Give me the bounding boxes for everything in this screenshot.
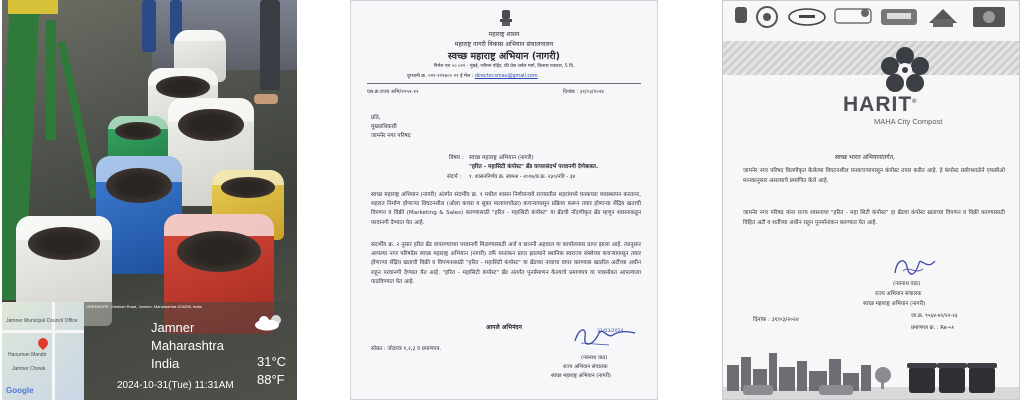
person-leg [260,0,280,90]
official-letter [350,0,658,400]
cert-ref-no: जा.क्र. ९५६४-४२/२२-२३ [911,313,958,319]
cert-signatory: (नवनाथ वाठ) [893,281,921,287]
google-logo: Google [6,386,34,395]
letter-email-link[interactable]: director.smau@gmail.com [474,74,538,79]
letter-address: निर्मल एल ०० ०२१ - मुंबई, नरीमन पॉईंट, फ्री प्रेस जर्नल मार्ग, विलास पत्रकार, 5 वि, [433,64,575,69]
cert-signatory-title-1: राज्य अभियान संचालक [875,291,922,297]
waste-bin-icon [939,367,965,393]
gps-address: GREENOPE, Santosh Road, Jamner, Maharashtra 424206, India [86,304,202,309]
director-signature [569,323,639,351]
cert-paragraph-1: जामनेर नगर परिषद विलगीकृत केलेल्या विघटनशील घनकचऱ्यापासून कंपोस्ट तयार करीत आहे. हे कंपोस्ट प्रयोगशाळेने एफसीओ मानकानुसार असल्याचे प्रमाणित केले आहे. [743,168,1005,184]
letter-signatory: (नवनाथ वाठ) [581,355,608,361]
subject-line-1: स्वच्छ महाराष्ट्र अभियान (नागरी) [469,155,534,161]
reference-text: १. शासननिर्णय क्र. स्वमअ - २०१७/प्र.क्र. २३०/नवि - ३४ [469,174,576,180]
subject-label: विषय : [449,155,464,161]
reference-label: संदर्भ : [447,174,462,180]
photo-timestamp: 2024-10-31(Tue) 11:31AM [117,380,234,391]
ashoka-emblem-icon [499,9,513,27]
location-state: Maharashtra [151,338,224,353]
harit-brand [843,93,918,117]
letter-contact [407,73,538,79]
signature-date: 31/03/2024 [597,329,624,334]
harit-certificate [722,0,1020,400]
letter-paragraph-2: संदर्भीय क्र. २ नुसार हरित ब्रँड वापरण्याच्या परवानगी मिळण्यासाठी अर्ज व छाननी अहवाल या कार्यालयास प्राप्त झाला आहे. त्यानुसार आपल्या नगर परिषदेस स्वच्छ महाराष्ट्र अभियान (नागरी) तर्फे मानांकन प्राप्त झाल्याने स्थानिक स्वराज्य संस्थेच्या कचऱ्यापासून तयार होणाऱ्या सेंद्रिय खताची विक्री व विपणनासाठी "हरित - महासिटी कंपोस्ट" या ब्रँडच्या नावाचा वापर करण्यास खालील अटींच्या अधीन राहून परवानगी देण्यात येत आहे. "हरित - महासिटी कंपोस्ट" ब्रँड अंतर्गत पुनर्प्रमाणन केल्याचे प्रमाणपत्र या पत्रासोबत आपल्याला पाठविण्यात येत आहे. [371,242,641,285]
partly-cloudy-icon [252,313,288,331]
letter-signatory-title-2: स्वच्छ महाराष्ट्र अभियान (नागरी) [551,373,611,379]
person-foot [254,94,278,104]
waste-bin-icon [969,367,995,393]
maharashtra-emblem-icon [735,7,747,23]
registered-mark: ® [912,99,918,105]
municipal-building-icon [929,9,957,27]
waste-bin-icon [909,367,935,393]
letter-to-officer: मुख्याधिकारी [371,124,397,130]
location-city: Jamner [151,320,195,335]
swachh-bharat-icon [789,9,825,25]
cert-intro: स्वच्छ भारत अभियानांतर्गत, [835,154,895,161]
temperature-celsius: 31°C [257,354,287,369]
letter-paragraph-1: स्वच्छ महाराष्ट्र अभियान (नागरी) अंतर्गत संदर्भीय क्र. १ मधील शासन निर्णयान्वये राज्यातील शहरांमध्ये घनकचरा व्यवस्थापन करताना, शहरात निर्माण होणाऱ्या विघटनशील (ओला कचरा व सुका पालापाचोळा) कचऱ्यापासून प्रक्रिया करून तयार होणाऱ्या सेंद्रिय खताची विपणन व विक्री (Marketing & Sales) करण्यासाठी "हरित - महासिटी कंपोस्ट" या ब्रँडची नोंदणीकृत ब्रँड म्हणून शासनाकडून परवानगी देण्यात येत आहे. [371,192,641,226]
harit-flower-icon [879,47,931,93]
letter-mission: स्वच्छ महाराष्ट्र अभियान (नागरी) [448,51,560,62]
award-badge-icon [973,7,1005,27]
letter-closing: आपले अभिनंदन [486,324,522,331]
harit-subtitle: MAHA City Compost [874,117,943,126]
cert-date: दिनांक : ३१/०३/२०२४ [753,317,799,323]
letter-to-label: प्रति, [371,115,381,121]
director-signature [889,253,939,279]
map-label: Hanuman Mandir [8,352,47,358]
letter-phone: दूरध्वनी क्र. ०२२ २२९७०० २१ ई मेल : [407,74,474,79]
letter-to-council: जामनेर नगर परिषद [371,133,411,139]
map-road [52,302,55,400]
cert-signatory-title-2: स्वच्छ महाराष्ट्र अभियान (नागरी) [863,301,926,307]
temperature-fahrenheit: 88°F [257,372,285,387]
letter-gov: महाराष्ट्र शासन [488,31,520,38]
location-country: India [151,356,180,371]
mission-logo-icon [835,9,871,23]
yellow-rack-rail [8,0,58,14]
letter-enclosure: सोबत : जोडपत्र १,२,३ व प्रमाणपत्र. [371,346,442,352]
geotagged-compost-photo [2,0,297,400]
decorative-band [723,41,1020,75]
cert-number: प्रमाणपत्र क्र. : Re-५१ [911,325,955,331]
harit-brand-text: HARIT [843,93,913,116]
letter-directorate: महाराष्ट्र नागरी विकास अभियान संचालनालय [454,41,554,48]
map-label: Jamner Municipal Council Office [6,318,78,324]
letter-signatory-title-1: राज्य अभियान संचालक [563,364,608,370]
city-logo-icon [881,9,917,25]
urban-development-icon [757,7,777,27]
letter-ref-no: एस.क्र.राज्य अभि/२१५१-१२ [367,89,419,95]
cert-paragraph-2: जामनेर नगर परिषद यांना राज्य शासनाचा "हरित - महा सिटी कंपोस्ट" हा ब्रँडचा कंपोस्ट खताच्या विपणन व विक्री करण्यासाठी विहित अटी व शर्तीच्या अधीन राहून पुनर्मानांकन करण्यात येत आहे. [743,210,1005,226]
letter-date: दिनांक : ३१/०३/२०२४ [563,89,604,95]
map-road [2,330,84,333]
green-rack-leg [46,20,56,140]
subject-line-2: "हरित - महासिटी कंपोस्ट" ब्रँड वापरासंदर्भ परवानगी देणेबाबत. [469,164,599,170]
partner-logos [723,1,1020,37]
map-label: Jamner Chowk [12,366,46,372]
person-leg [142,0,156,52]
header-divider [367,83,641,84]
